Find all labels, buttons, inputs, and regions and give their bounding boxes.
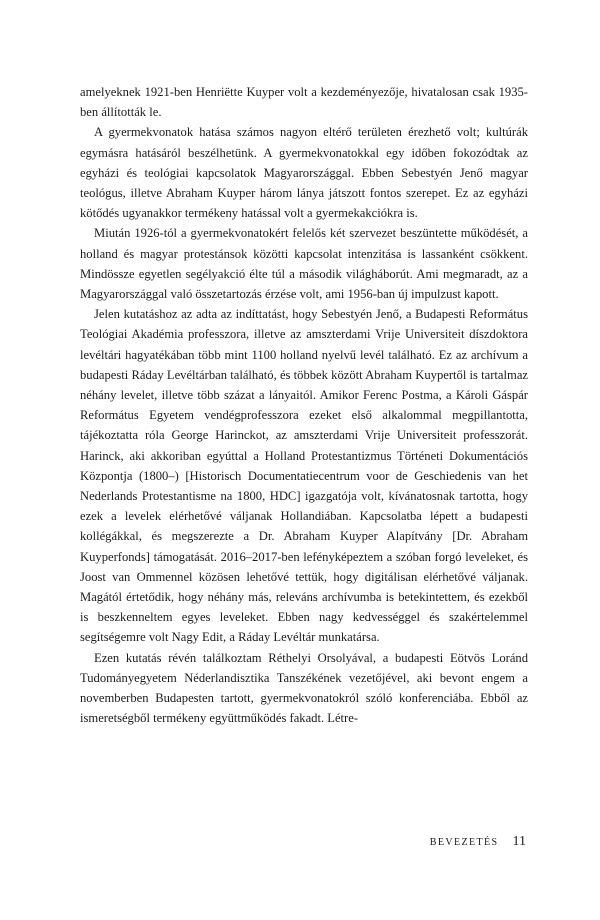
paragraph-2: A gyermekvonatok hatása számos nagyon eltérő területen érezhető volt; kultúrák egymásra hatásáról beszélhetünk. A gyermekvonatokkal egy időben fokozódtak az egyházi és teológiai kapcsolatok Magyarországgal. Ebben Sebestyén Jenő magyar teológus, illetve Abraham Kuyper három lánya játszott fontos szerepet. Ez az egyházi kötődés ugyanakkor termékeny hatással volt a gyermekakciókra is. (80, 125, 528, 221)
paragraph-4: Jelen kutatáshoz az adta az indíttatást, hogy Sebestyén Jenő, a Budapesti Református Teológiai Akadémia professzora, illetve az amszterdami Vrije Universiteit díszdoktora levéltári hagyatékában több mint 1100 holland nyelvű levél található. Ez az archívum a budapesti Ráday Levéltárban található, és többek között Abraham Kuypertől is tartalmaz néhány levelet, illetve több százat a lányaitól. Amikor Ferenc Postma, a Károli Gáspár Református Egyetem vendégprofesszora ezeket első alkalommal megpillantotta, tájékoztatta róla George Harinckot, az amszterdami Vrije Universiteit professzorát. Harinck, aki akkoriban egyúttal a Holland Protestantizmus Történeti Dokumentációs Központja (1800–) [Historisch Documentatiecentrum voor de Geschiedenis van het Nederlands Protestantisme na 1800, HDC] igazgatója volt, kívánatosnak tartotta, hogy ezek a levelek elérhetővé váljanak Hollandiában. Kapcsolatba lépett a budapesti kollégákkal, és megszerezte a Dr. Abraham Kuyper Alapítvány [Dr. Abraham Kuyperfonds] támogatását. 2016–2017-ben lefényképeztem a szóban forgó leveleket, és Joost van Ommennel közösen lehetővé tettük, hogy digitálisan elérhetővé váljanak. Magától értetődik, hogy néhány más, releváns archívumba is betekintettem, és ezekből is beszkenneltem egyes leveleket. Ebben nagy kedvességgel és szakértelemmel segítségemre volt Nagy Edit, a Ráday Levéltár munkatársa. (80, 307, 528, 645)
body-text (80, 82, 528, 729)
page-footer (380, 832, 526, 850)
paragraph-1: amelyeknek 1921-ben Henriëtte Kuyper volt a kezdeményezője, hivatalosan csak 1935-ben állították le. (80, 85, 528, 120)
running-head: BEVEZETÉS (429, 837, 499, 848)
paragraph-3: Miután 1926-tól a gyermekvonatokért felelős két szervezet beszüntette működését, a holland és magyar protestánsok közötti kapcsolat intenzitása is lassanként csökkent. Mindössze egyetlen segélyakció élte túl a második világháborút. Ami megmaradt, az a Magyarországgal való összetartozás érzése volt, ami 1956-ban új impulzust kapott. (80, 226, 528, 302)
paragraph-5: Ezen kutatás révén találkoztam Réthelyi Orsolyával, a budapesti Eötvös Loránd Tudományegyetem Néderlandisztika Tanszékének vezetőjével, aki bevont engem a novemberben Budapesten tartott, gyermekvonatokról szóló konferenciába. Ebből az ismeretségből termékeny együttműködés fakadt. Létre- (80, 650, 528, 726)
page-number: 11 (512, 834, 526, 849)
